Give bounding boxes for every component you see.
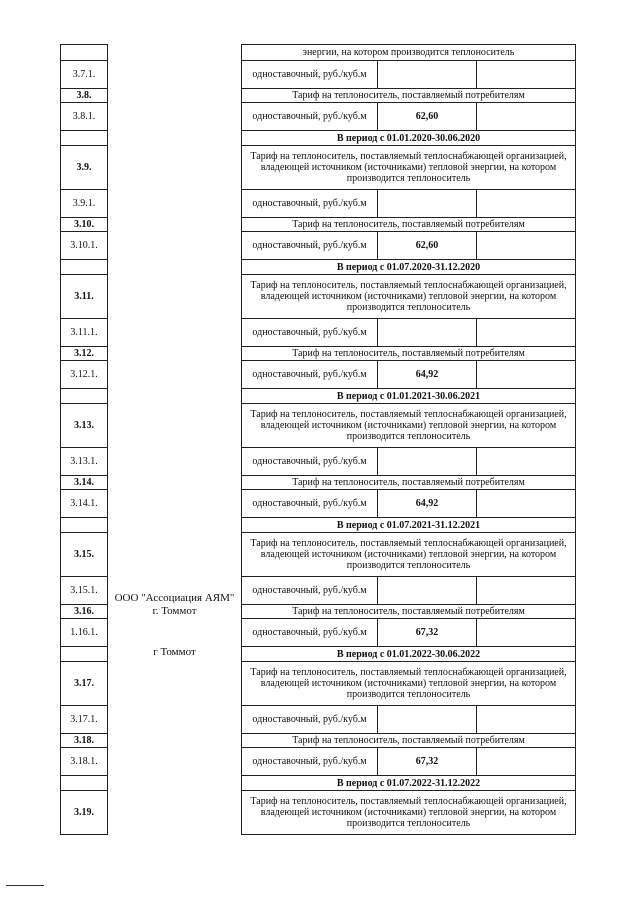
tariff-description: Тариф на теплоноситель, поставляемый потребителям (242, 218, 576, 232)
tariff-value: 67,32 (378, 748, 477, 776)
row-number: 3.17. (61, 662, 108, 706)
row-number: 3.10.1. (61, 232, 108, 260)
empty-cell (477, 232, 576, 260)
tariff-description: Тариф на теплоноситель, поставляемый потребителям (242, 476, 576, 490)
unit-cell: одноставочный, руб./куб.м (242, 619, 378, 647)
row-number: 3.14.1. (61, 490, 108, 518)
unit-cell: одноставочный, руб./куб.м (242, 232, 378, 260)
period-heading: В период с 01.07.2022-31.12.2022 (242, 776, 576, 791)
row-number: 3.13.1. (61, 448, 108, 476)
unit-cell: одноставочный, руб./куб.м (242, 748, 378, 776)
tariff-value: 64,92 (378, 361, 477, 389)
tariff-description: Тариф на теплоноситель, поставляемый теплоснабжающей организацией, владеющей источником (источниками) тепловой энергии, на котором производится теплоноситель (242, 275, 576, 319)
tariff-description: Тариф на теплоноситель, поставляемый теплоснабжающей организацией, владеющей источником (источниками) тепловой энергии, на котором производится теплоноситель (242, 404, 576, 448)
row-number (61, 131, 108, 146)
tariff-value: 67,32 (378, 619, 477, 647)
period-heading: В период с 01.01.2022-30.06.2022 (242, 647, 576, 662)
empty-cell (477, 103, 576, 131)
unit-cell: одноставочный, руб./куб.м (242, 361, 378, 389)
row-number: 3.15.1. (61, 577, 108, 605)
tariff-value (378, 577, 477, 605)
row-number: 3.8. (61, 89, 108, 103)
row-number: 3.9.1. (61, 190, 108, 218)
tariff-description: Тариф на теплоноситель, поставляемый теплоснабжающей организацией, владеющей источником (источниками) тепловой энергии, на котором производится теплоноситель (242, 146, 576, 190)
empty-cell (477, 619, 576, 647)
tariff-description: Тариф на теплоноситель, поставляемый потребителям (242, 605, 576, 619)
organization-city: г Томмот (153, 645, 196, 658)
tariff-table-body (61, 45, 576, 835)
row-number (61, 260, 108, 275)
period-heading: В период с 01.07.2020-31.12.2020 (242, 260, 576, 275)
row-number (61, 45, 108, 61)
tariff-value (378, 190, 477, 218)
row-number (61, 776, 108, 791)
organization-cell (108, 45, 242, 835)
row-number (61, 389, 108, 404)
tariff-description: Тариф на теплоноситель, поставляемый потребителям (242, 347, 576, 361)
row-number: 3.18. (61, 734, 108, 748)
row-number: 3.15. (61, 533, 108, 577)
unit-cell: одноставочный, руб./куб.м (242, 190, 378, 218)
row-number: 3.7.1. (61, 61, 108, 89)
tariff-value: 62,60 (378, 103, 477, 131)
row-number (61, 518, 108, 533)
empty-cell (477, 319, 576, 347)
unit-cell: одноставочный, руб./куб.м (242, 706, 378, 734)
empty-cell (477, 361, 576, 389)
row-number: 3.19. (61, 791, 108, 835)
tariff-table (60, 44, 576, 835)
tariff-value (378, 448, 477, 476)
tariff-value (378, 319, 477, 347)
tariff-description: энергии, на котором производится теплоноситель (242, 45, 576, 61)
unit-cell: одноставочный, руб./куб.м (242, 577, 378, 605)
row-number: 3.11.1. (61, 319, 108, 347)
row-number (61, 647, 108, 662)
row-number: 3.9. (61, 146, 108, 190)
row-number: 3.14. (61, 476, 108, 490)
row-number: 3.10. (61, 218, 108, 232)
empty-cell (477, 448, 576, 476)
unit-cell: одноставочный, руб./куб.м (242, 490, 378, 518)
tariff-value (378, 61, 477, 89)
table-row (61, 45, 576, 61)
tariff-description: Тариф на теплоноситель, поставляемый теплоснабжающей организацией, владеющей источником (источниками) тепловой энергии, на котором производится теплоноситель (242, 662, 576, 706)
row-number: 3.18.1. (61, 748, 108, 776)
unit-cell: одноставочный, руб./куб.м (242, 61, 378, 89)
footnote-separator (6, 885, 44, 886)
empty-cell (477, 61, 576, 89)
tariff-description: Тариф на теплоноситель, поставляемый потребителям (242, 734, 576, 748)
period-heading: В период с 01.07.2021-31.12.2021 (242, 518, 576, 533)
tariff-description: Тариф на теплоноситель, поставляемый теплоснабжающей организацией, владеющей источником (источниками) тепловой энергии, на котором производится теплоноситель (242, 791, 576, 835)
empty-cell (477, 748, 576, 776)
empty-cell (477, 706, 576, 734)
empty-cell (477, 490, 576, 518)
tariff-value (378, 706, 477, 734)
row-number: 3.13. (61, 404, 108, 448)
unit-cell: одноставочный, руб./куб.м (242, 103, 378, 131)
tariff-value: 62,60 (378, 232, 477, 260)
unit-cell: одноставочный, руб./куб.м (242, 319, 378, 347)
row-number: 3.8.1. (61, 103, 108, 131)
period-heading: В период с 01.01.2020-30.06.2020 (242, 131, 576, 146)
row-number: 1.16.1. (61, 619, 108, 647)
period-heading: В период с 01.01.2021-30.06.2021 (242, 389, 576, 404)
row-number: 3.17.1. (61, 706, 108, 734)
row-number: 3.12.1. (61, 361, 108, 389)
tariff-value: 64,92 (378, 490, 477, 518)
row-number: 3.16. (61, 605, 108, 619)
row-number: 3.12. (61, 347, 108, 361)
unit-cell: одноставочный, руб./куб.м (242, 448, 378, 476)
empty-cell (477, 577, 576, 605)
row-number: 3.11. (61, 275, 108, 319)
organization-name: ООО "Ассоциация АЯМ" г. Томмот (114, 591, 235, 617)
tariff-description: Тариф на теплоноситель, поставляемый теплоснабжающей организацией, владеющей источником (источниками) тепловой энергии, на котором производится теплоноситель (242, 533, 576, 577)
tariff-description: Тариф на теплоноситель, поставляемый потребителям (242, 89, 576, 103)
empty-cell (477, 190, 576, 218)
